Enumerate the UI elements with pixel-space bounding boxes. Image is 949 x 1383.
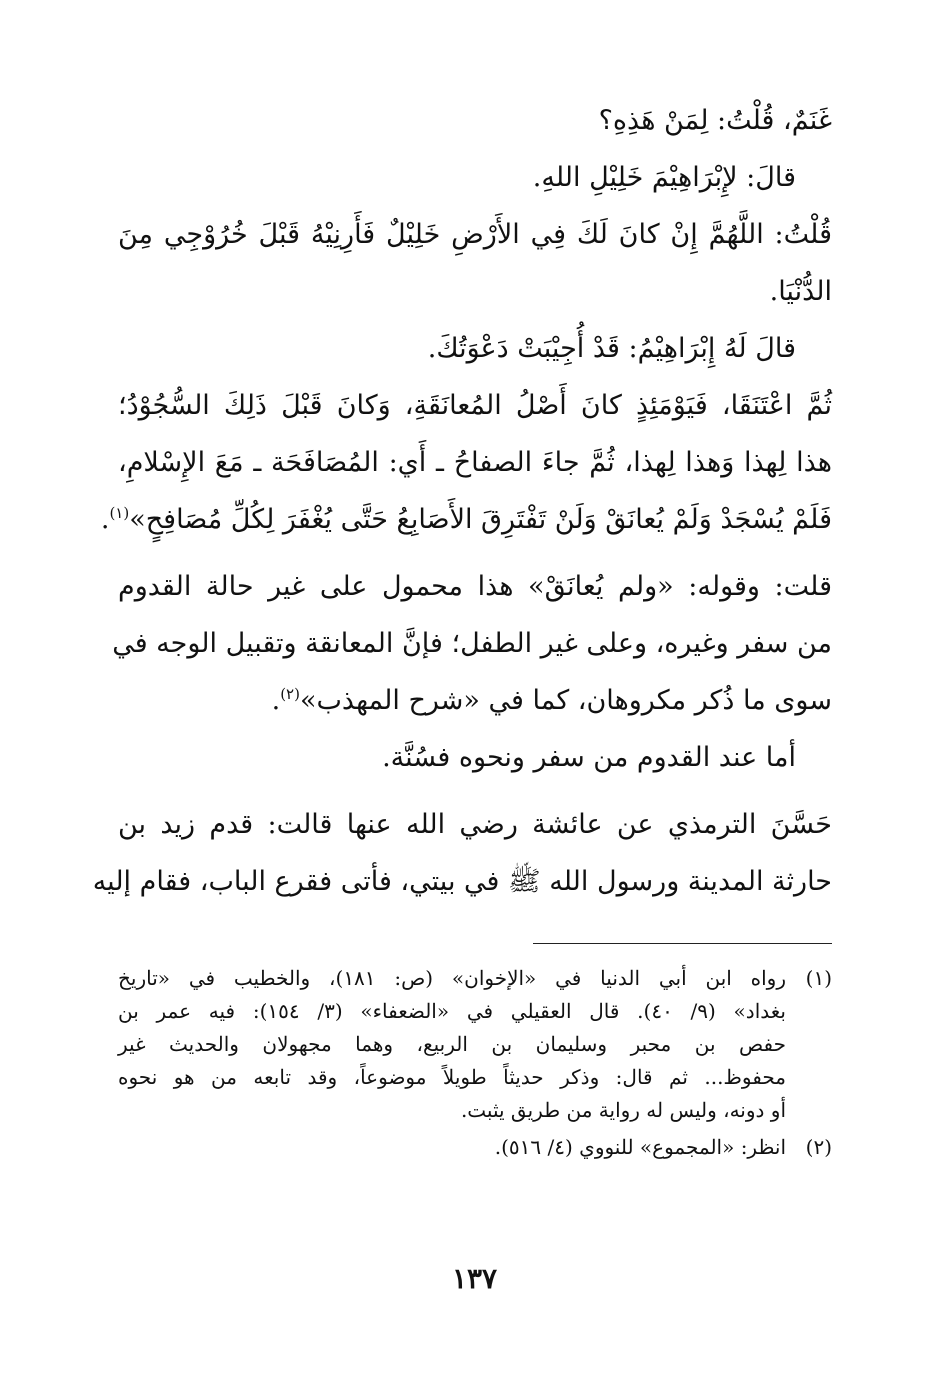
text-line: حَسَّنَ الترمذي عن عائشة رضي الله عنها قالت: قدم زيد بن: [118, 809, 832, 840]
footnotes: [118, 962, 832, 1168]
text-line: قُلْتُ: اللَّهُمَّ إِنْ كانَ لَكَ فِي الأَرْضِ خَلِيْلٌ فَأَرِنِيْهُ قَبْلَ خُرُوْجِي مِنَ: [118, 219, 832, 250]
footnote-line: بغداد» (٩/ ٤٠). قال العقيلي في «الضعفاء» (٣/ ١٥٤): فيه عمر بن: [118, 999, 786, 1023]
text-line: قلت: وقوله: «ولم يُعانَقْ» هذا محمول على غير حالة القدوم: [118, 571, 832, 602]
footnote-ref-1: (١): [109, 504, 130, 522]
text-line: الدُّنْيَا.: [769, 276, 832, 307]
main-text: [92, 92, 832, 910]
footnote-2: [118, 1131, 832, 1164]
footnote-number: (٢): [805, 1135, 832, 1159]
footnote-line: رواه ابن أبي الدنيا في «الإخوان» (ص: ١٨١)، والخطيب في «تاريخ: [118, 966, 787, 990]
sentence-period: .: [271, 685, 281, 716]
text-line: قالَ: لإِبْرَاهِيْمَ خَلِيْلِ اللهِ.: [532, 162, 796, 193]
footnote-line: محفوظ... ثم قال: وذكر حديثاً طويلاً موضوعاً، وقد تابعه من هو نحوه: [118, 1065, 786, 1089]
footnote-number: (١): [805, 966, 832, 990]
text-line: قالَ لَهُ إِبْرَاهِيْمُ: قَدْ أُجِيْبَتْ دَعْوَتُكَ.: [427, 333, 796, 364]
text-line: [118, 672, 832, 729]
text-line: ثُمَّ اعْتَنَقَا، فَيَوْمَئِذٍ كانَ أَصْلُ المُعانَقَةِ، وَكانَ قَبْلَ ذَلِكَ السُّجُوْدُ؛: [118, 390, 832, 421]
text-line: غَنَمٌ، قُلْتُ: لِمَنْ هَذِهِ؟: [598, 105, 832, 136]
text-line-content: سوى ما ذُكر مكروهان، كما في «شرح المهذب»: [299, 685, 832, 716]
footnote-body: [118, 1131, 786, 1164]
footnote-1: [118, 962, 832, 1127]
footnote-ref-2: (٢): [280, 685, 300, 703]
footnote-body: [118, 962, 786, 1127]
footnote-line: حفص بن محبر وسليمان بن الربيع، وهما مجهولان والحديث غير: [118, 1032, 786, 1056]
text-line: حارثة المدينة ورسول الله ﷺ في بيتي، فأتى فقرع الباب، فقام إليه: [92, 866, 832, 897]
footnote-line: أو دونه، وليس له رواية من طريق يثبت.: [460, 1098, 786, 1122]
sentence-period: .: [100, 504, 110, 535]
text-line: [100, 491, 832, 548]
page-number: ١٣٧: [451, 1262, 498, 1295]
paragraph-gap: [118, 786, 832, 796]
footnote-line: انظر: «المجموع» للنووي (٤/ ٥١٦).: [494, 1135, 786, 1159]
text-line: أما عند القدوم من سفر ونحوه فسُنَّة.: [382, 742, 796, 773]
text-line: من سفر وغيره، وعلى غير الطفل؛ فإنَّ المعانقة وتقبيل الوجه في: [112, 628, 832, 659]
footnote-separator: [533, 943, 832, 944]
body-text: [92, 92, 832, 910]
text-line: هذا لِهذا وَهذا لِهذا، ثُمَّ جاءَ الصفاحُ ـ أَي: المُصَافَحَة ـ مَعَ الإِسْلامِ،: [118, 447, 832, 478]
paragraph-gap: [118, 548, 832, 558]
text-line-content: فَلَمْ يُسْجَدْ وَلَمْ يُعانَقْ وَلَنْ تَفْتَرِقَ الأَصَابِعُ حَتَّى يُغْفَرَ لِكُلِّ مُصَافِحٍ»: [129, 504, 832, 535]
